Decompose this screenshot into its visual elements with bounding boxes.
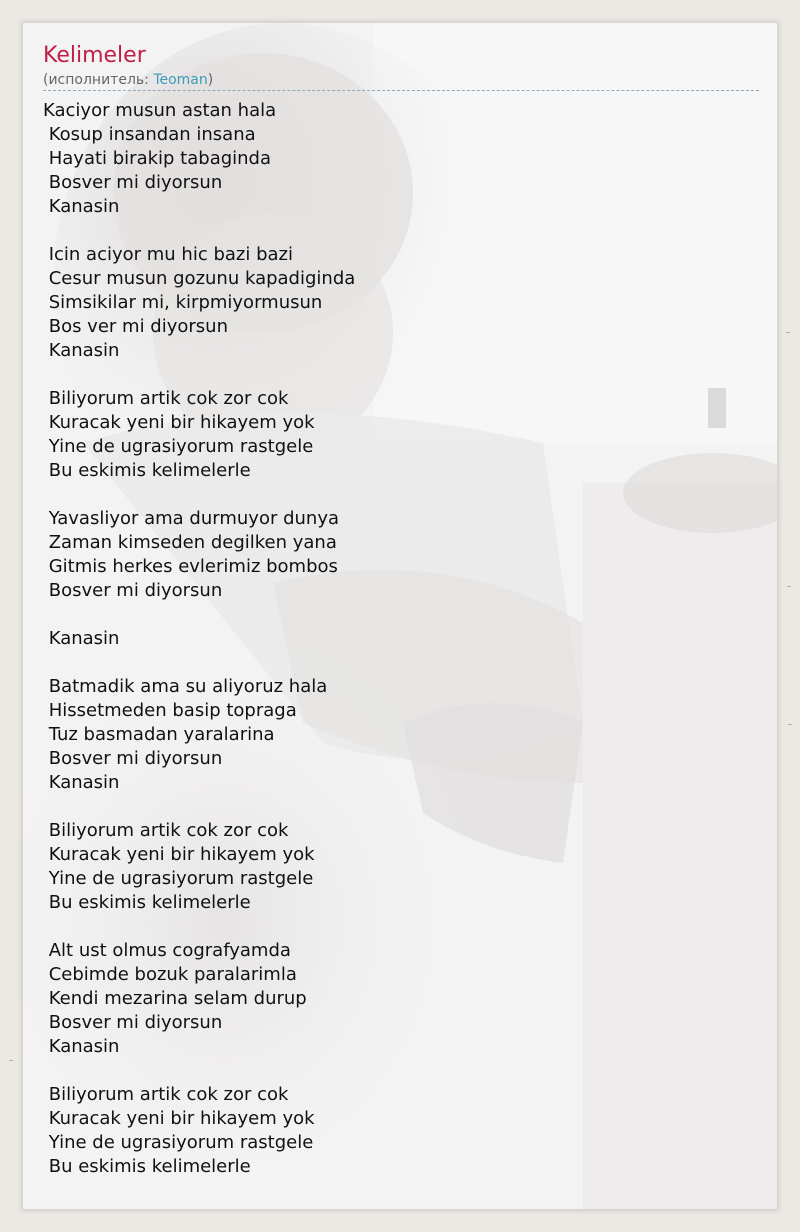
song-title: Kelimeler <box>43 43 146 68</box>
lyric-blank-line <box>43 603 759 627</box>
lyric-line: Gitmis herkes evlerimiz bombos <box>43 556 338 577</box>
lyric-line: Bu eskimis kelimelerle <box>43 460 251 481</box>
lyric-line: Hissetmeden basip topraga <box>43 700 297 721</box>
lyric-line: Alt ust olmus cografyamda <box>43 940 291 961</box>
lyric-line: Kanasin <box>43 1036 120 1057</box>
lyrics-card <box>22 22 778 1210</box>
lyric-line: Kanasin <box>43 340 120 361</box>
background-speck <box>9 1060 13 1061</box>
lyric-line: Cebimde bozuk paralarimla <box>43 964 297 985</box>
lyric-line: Batmadik ama su aliyoruz hala <box>43 676 328 697</box>
background-speck <box>788 724 792 725</box>
lyric-line: Yine de ugrasiyorum rastgele <box>43 436 314 457</box>
lyric-line: Kuracak yeni bir hikayem yok <box>43 844 315 865</box>
lyric-blank-line <box>43 363 759 387</box>
lyric-line: Bosver mi diyorsun <box>43 580 223 601</box>
lyric-line: Bosver mi diyorsun <box>43 172 223 193</box>
background-speck <box>787 586 791 587</box>
lyric-line: Yavasliyor ama durmuyor dunya <box>43 508 340 529</box>
lyric-blank-line <box>43 651 759 675</box>
lyric-line: Hayati birakip tabaginda <box>43 148 272 169</box>
lyric-line: Bosver mi diyorsun <box>43 748 223 769</box>
lyric-line: Icin aciyor mu hic bazi bazi <box>43 244 293 265</box>
lyric-line: Kuracak yeni bir hikayem yok <box>43 412 315 433</box>
lyric-line: Kanasin <box>43 196 120 217</box>
lyric-blank-line <box>43 915 759 939</box>
lyric-line: Biliyorum artik cok zor cok <box>43 1084 289 1105</box>
lyric-line: Kanasin <box>43 628 120 649</box>
lyrics-content <box>43 41 759 1179</box>
lyric-line: Biliyorum artik cok zor cok <box>43 388 289 409</box>
lyric-line: Kendi mezarina selam durup <box>43 988 307 1009</box>
lyric-line: Cesur musun gozunu kapadiginda <box>43 268 356 289</box>
artist-link[interactable]: Teoman <box>153 72 208 88</box>
lyric-line: Bu eskimis kelimelerle <box>43 1156 251 1177</box>
lyric-line: Tuz basmadan yaralarina <box>43 724 275 745</box>
lyric-line: Kuracak yeni bir hikayem yok <box>43 1108 315 1129</box>
lyric-blank-line <box>43 483 759 507</box>
title-divider <box>43 90 759 91</box>
background-speck <box>786 332 790 333</box>
lyric-blank-line <box>43 795 759 819</box>
lyric-line: Bosver mi diyorsun <box>43 1012 223 1033</box>
lyric-line: Zaman kimseden degilken yana <box>43 532 337 553</box>
lyric-line: Yine de ugrasiyorum rastgele <box>43 868 314 889</box>
lyric-blank-line <box>43 219 759 243</box>
lyric-line: Bos ver mi diyorsun <box>43 316 228 337</box>
lyric-line: Biliyorum artik cok zor cok <box>43 820 289 841</box>
lyric-blank-line <box>43 1059 759 1083</box>
lyric-line: Kaciyor musun astan hala <box>43 100 277 121</box>
lyric-line: Bu eskimis kelimelerle <box>43 892 251 913</box>
lyric-line: Kanasin <box>43 772 120 793</box>
lyric-line: Simsikilar mi, kirpmiyormusun <box>43 292 323 313</box>
lyric-line: Kosup insandan insana <box>43 124 256 145</box>
lyric-line: Yine de ugrasiyorum rastgele <box>43 1132 314 1153</box>
lyrics-text <box>43 99 759 1179</box>
artist-prefix: (исполнитель: <box>43 72 154 88</box>
artist-line <box>43 71 759 89</box>
artist-suffix: ) <box>207 72 214 88</box>
